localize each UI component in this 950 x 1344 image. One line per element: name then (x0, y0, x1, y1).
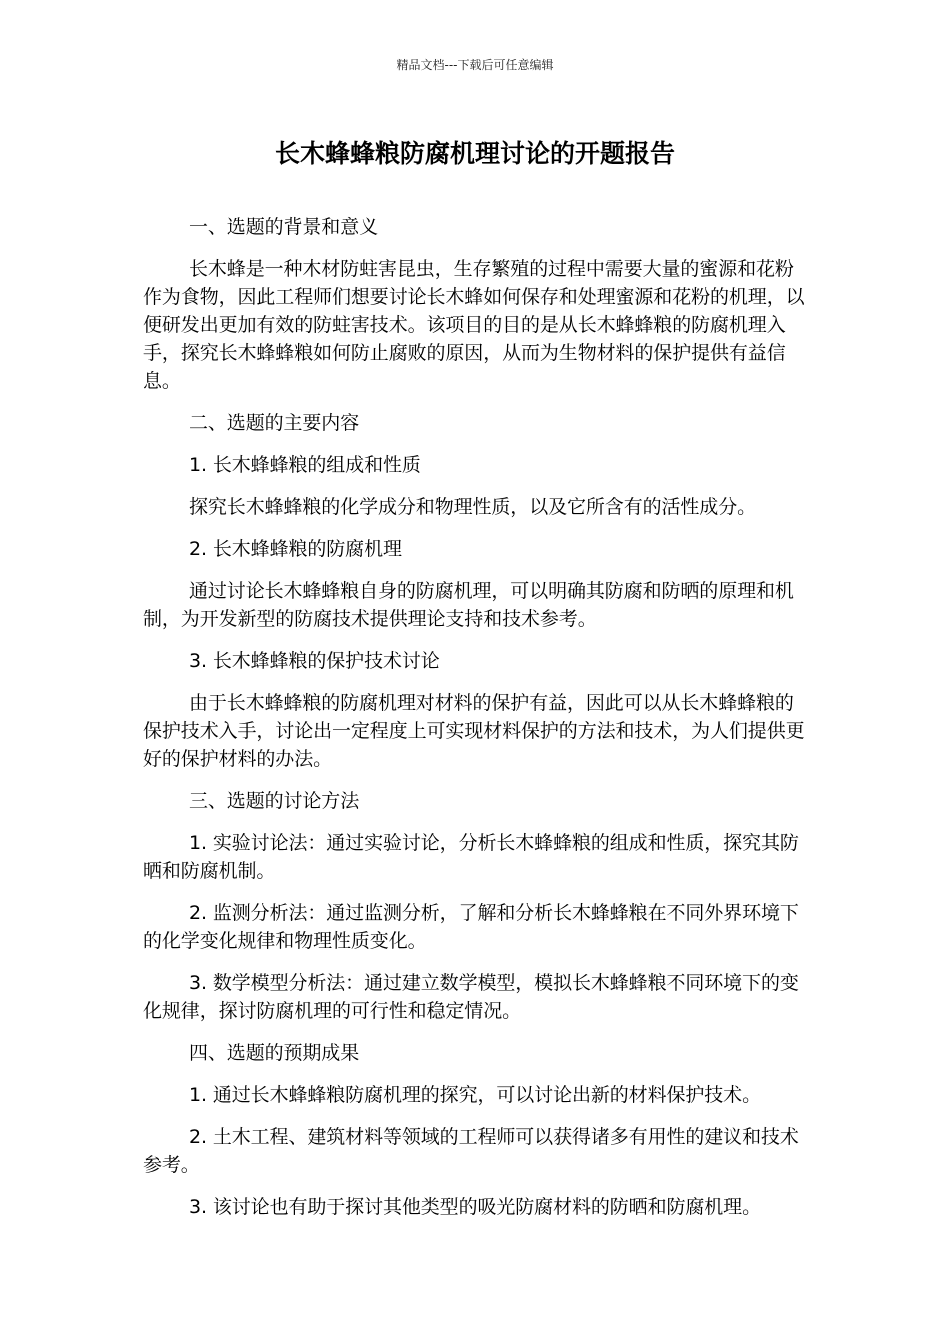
list-item-outcome-2: 2. 土木工程、建筑材料等领域的工程师可以获得诸多有用性的建议和技术参考。 (143, 1126, 799, 1176)
section-heading-background: 一、选题的背景和意义 (189, 216, 379, 238)
section-heading-outcomes: 四、选题的预期成果 (189, 1042, 360, 1064)
paragraph-background: 长木蜂是一种木材防蛀害昆虫，生存繁殖的过程中需要大量的蜜源和花粉作为食物，因此工程师们想要讨论长木蜂如何保存和处理蜜源和花粉的机理，以便研发出更加有效的防蛀害技术。该项目的目的是从长木蜂蜂粮的防腐机理入手，探究长木蜂蜂粮如何防止腐败的原因，从而为生物材料的保护提供有益信息。 (143, 258, 805, 392)
list-item-outcome-1: 1. 通过长木蜂蜂粮防腐机理的探究，可以讨论出新的材料保护技术。 (189, 1084, 761, 1106)
subheading-composition: 1. 长木蜂蜂粮的组成和性质 (189, 454, 421, 476)
page-header-note: 精品文档---下载后可任意编辑 (396, 58, 554, 72)
subheading-mechanism: 2. 长木蜂蜂粮的防腐机理 (189, 538, 402, 560)
paragraph-mechanism: 通过讨论长木蜂蜂粮自身的防腐机理，可以明确其防腐和防晒的原理和机制，为开发新型的防腐技术提供理论支持和技术参考。 (143, 580, 794, 630)
paragraph-composition: 探究长木蜂蜂粮的化学成分和物理性质，以及它所含有的活性成分。 (189, 496, 757, 518)
document-body (143, 213, 808, 1235)
list-item-method-experiment: 1. 实验讨论法：通过实验讨论，分析长木蜂蜂粮的组成和性质，探究其防晒和防腐机制。 (143, 832, 799, 882)
section-heading-methods: 三、选题的讨论方法 (189, 790, 360, 812)
list-item-method-model: 3. 数学模型分析法：通过建立数学模型，模拟长木蜂蜂粮不同环境下的变化规律，探讨防腐机理的可行性和稳定情况。 (143, 972, 799, 1022)
document-title: 长木蜂蜂粮防腐机理讨论的开题报告 (274, 139, 675, 168)
list-item-method-monitoring: 2. 监测分析法：通过监测分析，了解和分析长木蜂蜂粮在不同外界环境下的化学变化规律和物理性质变化。 (143, 902, 799, 952)
subheading-protection: 3. 长木蜂蜂粮的保护技术讨论 (189, 650, 440, 672)
list-item-outcome-3: 3. 该讨论也有助于探讨其他类型的吸光防腐材料的防晒和防腐机理。 (189, 1196, 761, 1218)
paragraph-protection: 由于长木蜂蜂粮的防腐机理对材料的保护有益，因此可以从长木蜂蜂粮的保护技术入手，讨论出一定程度上可实现材料保护的方法和技术，为人们提供更好的保护材料的办法。 (143, 692, 805, 770)
section-heading-main-content: 二、选题的主要内容 (189, 412, 360, 434)
